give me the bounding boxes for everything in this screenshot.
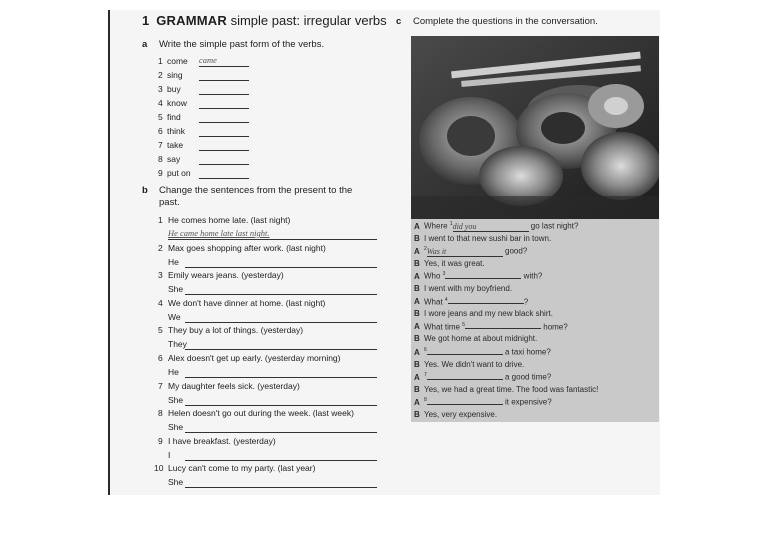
question-suffix: good? [502,246,528,256]
speaker-b-line [414,334,537,343]
speaker-label: B [414,309,420,319]
verb-text: buy [167,84,181,94]
exercise-heading [142,13,387,28]
present-sentence: Lucy can't come to my party. (last year) [168,463,316,474]
sentence-start: She [168,284,184,295]
item-number: 3 [158,84,163,94]
verb-text: know [167,98,187,108]
section-letter: b [142,185,148,196]
speaker-b-line [414,360,524,369]
item-number: 9 [158,435,163,446]
question-prefix: What time [424,322,463,332]
speaker-b-line [414,385,598,394]
section-c-heading [396,16,598,27]
gap-fill[interactable] [448,303,524,304]
sentence-start: I [168,449,171,460]
verb-text: sing [167,70,183,80]
gap-fill[interactable] [427,379,503,380]
item-number: 4 [158,297,163,308]
verb-item [158,84,181,94]
section-a-heading [142,39,324,50]
item-number: 2 [158,242,163,253]
reply-text: I went with my boyfriend. [424,284,513,293]
item-number: 1 [158,215,163,225]
sentence-item [154,463,315,473]
reply-text: Yes. We didn't want to drive. [424,359,525,369]
sentence-item [158,215,290,225]
speaker-b-line [414,234,551,243]
answer-line[interactable] [199,108,249,109]
speaker-label: A [414,347,420,357]
present-sentence: We don't have dinner at home. (last night) [168,297,326,308]
sentence-start: We [168,311,181,322]
item-number: 1 [158,56,163,66]
present-sentence: Max goes shopping after work. (last night) [168,242,326,253]
sentence-start: He [168,367,179,377]
speaker-a-line [414,271,542,281]
answer-line[interactable] [185,267,377,268]
question-suffix: it expensive? [502,398,552,408]
item-number: 5 [158,325,163,336]
sentence-item [158,298,325,308]
speaker-a-line [414,221,578,232]
verb-item [158,126,185,136]
section-c-instruction: Complete the questions in the conversation. [413,16,598,27]
verb-text: take [167,140,184,150]
answer-line[interactable] [185,405,377,406]
speaker-label: B [414,359,420,369]
answer-line[interactable] [185,349,377,350]
exercise-subtitle: simple past: irregular verbs [230,13,387,28]
answer-line[interactable] [199,66,249,67]
gap-fill[interactable] [445,278,521,279]
item-number: 8 [158,154,163,164]
question-suffix: go last night? [528,221,579,231]
gap-number: 7 [424,372,427,379]
gap-fill[interactable] [427,404,503,405]
present-sentence: My daughter feels sick. (yesterday) [168,380,300,391]
speaker-label: B [414,233,420,243]
sentence-start: She [168,477,184,488]
answer-line[interactable] [185,487,377,488]
sentence-start: He [168,256,179,267]
sentence-start: She [168,422,184,433]
answer-line[interactable] [185,460,377,461]
present-sentence: They buy a lot of things. (yesterday) [168,325,304,336]
speaker-label: B [414,284,420,293]
speaker-a-line [414,397,552,407]
answer-line[interactable] [199,150,249,151]
sentence-item [158,381,300,391]
answer-text: He came home late last night. [168,228,270,238]
reply-text: I went to that new sushi bar in town. [424,233,552,243]
section-b-instruction-line1: Change the sentences from the present to the [159,185,353,196]
speaker-a-line [414,297,528,307]
question-prefix: What [424,297,445,307]
reply-text: Yes, we had a great time. The food was fantastic! [424,384,599,394]
page-spine [108,10,110,495]
verb-item [158,70,183,80]
sentence-item [158,353,341,363]
speaker-a-line [414,347,551,357]
speaker-b-line [414,259,485,268]
sushi-photo-graphic [411,36,659,219]
answer-line[interactable] [185,377,377,378]
answer-line[interactable] [168,239,377,240]
gap-fill[interactable]: Was it [427,247,503,257]
sentence-start: They [168,339,187,350]
question-prefix: Where [424,221,450,231]
speaker-label: B [414,410,420,419]
sentence-item [158,408,354,418]
answer-line[interactable] [199,164,249,165]
gap-number: 3 [442,271,446,278]
question-suffix: ? [523,297,529,307]
verb-item [158,112,181,122]
verb-item [158,56,188,66]
gap-number: 5 [462,321,466,328]
speaker-label: A [414,372,420,382]
speaker-b-line [414,284,512,293]
item-number: 2 [158,70,163,80]
verb-text: find [167,112,181,122]
speaker-a-line [414,372,551,382]
verb-text: come [167,56,188,66]
verb-item [158,154,180,164]
section-b-instruction-line2: past. [159,197,180,208]
speaker-label: A [414,322,420,332]
present-sentence: He comes home late. (last night) [168,215,291,225]
item-number: 4 [158,98,163,108]
gap-number: 4 [444,296,448,303]
speaker-label: B [414,258,420,268]
gap-fill[interactable] [427,354,503,355]
sentence-item [158,436,276,446]
question-prefix: Who [424,272,443,282]
item-number: 8 [158,408,163,419]
verb-text: think [167,126,185,136]
answer-line[interactable] [185,432,377,433]
question-suffix: a taxi home? [502,347,551,357]
sushi-photo [411,36,659,219]
gap-number: 2 [424,246,427,253]
present-sentence: Alex doesn't get up early. (yesterday morning) [168,353,341,363]
item-number: 9 [158,168,163,178]
item-number: 6 [158,353,163,363]
exercise-number: 1 [142,13,150,28]
answer-line[interactable] [185,322,377,323]
present-sentence: Emily wears jeans. (yesterday) [168,270,284,281]
present-sentence: Helen doesn't go out during the week. (last week) [168,408,354,419]
speaker-a-line [414,246,527,257]
item-number: 5 [158,112,163,122]
section-b-heading [142,185,353,209]
verb-item [158,140,183,150]
answer-line[interactable] [185,294,377,295]
verb-item [158,98,187,108]
reply-text: Yes, very expensive. [424,410,498,419]
gap-number: 6 [424,347,427,353]
section-a-instruction: Write the simple past form of the verbs. [159,39,325,50]
verb-item [158,168,191,178]
verb-text: say [167,154,181,164]
speaker-label: A [414,398,420,408]
sentence-item [158,325,303,335]
question-suffix: home? [541,322,568,332]
reply-text: I wore jeans and my new black shirt. [424,309,553,319]
section-letter: c [396,16,402,27]
item-number: 3 [158,270,163,281]
present-sentence: I have breakfast. (yesterday) [168,435,276,446]
reply-text: We got home at about midnight. [424,334,538,344]
speaker-b-line [414,410,497,419]
exercise-title: GRAMMAR [156,13,227,28]
gap-fill[interactable] [465,328,541,329]
answer-line[interactable] [199,178,249,179]
answer-text: came [199,55,217,65]
answer-line[interactable] [199,80,249,81]
speaker-label: A [414,272,420,282]
item-number: 7 [158,380,163,391]
section-letter: a [142,39,148,50]
speaker-b-line [414,309,553,318]
question-suffix: with? [521,272,543,282]
gap-number: 1 [449,221,453,227]
speaker-label: B [414,384,420,394]
answer-line[interactable] [199,122,249,123]
speaker-label: A [414,297,420,307]
reply-text: Yes, it was great. [424,258,485,268]
sentence-item [158,270,284,280]
sentence-start: She [168,394,184,405]
item-number: 6 [158,126,163,136]
verb-text: put on [167,168,191,178]
sentence-item [158,243,326,253]
speaker-label: B [414,334,420,344]
speaker-label: A [414,246,420,256]
speaker-label: A [414,221,420,231]
speaker-a-line [414,322,568,332]
item-number: 7 [158,140,163,150]
gap-fill[interactable]: did you [453,222,529,232]
question-suffix: a good time? [502,372,552,382]
gap-number: 8 [424,397,427,404]
answer-line[interactable] [199,94,249,95]
answer-line[interactable] [199,136,249,137]
item-number: 10 [154,463,164,474]
